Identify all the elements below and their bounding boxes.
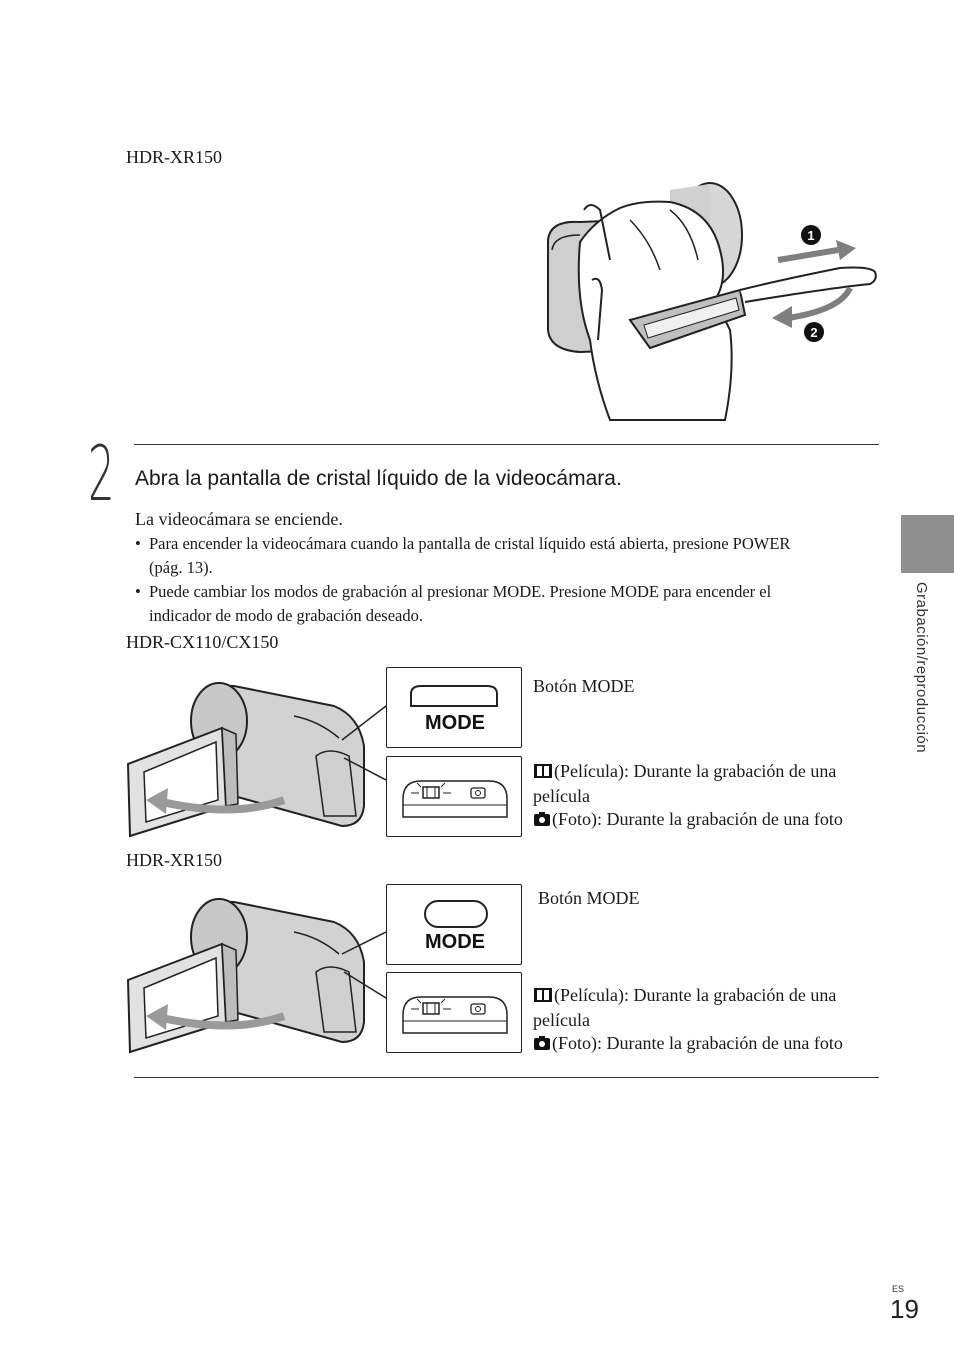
bullet-1-line-2: (pág. 13).	[149, 558, 213, 577]
section-tab	[901, 515, 954, 573]
callout-photo-xr: (Foto): Durante la grabación de una foto	[533, 1032, 893, 1057]
movie-icon	[533, 762, 553, 785]
mode-indicator-box-cx	[386, 756, 522, 837]
step-number: 2	[88, 429, 115, 518]
language-code: ES	[892, 1284, 905, 1294]
step-intro: La videocámara se enciende.	[135, 509, 343, 529]
mode-button-label-cx: MODE	[425, 712, 485, 734]
callout-movie-xr: (Película): Durante la grabación de una	[533, 984, 893, 1009]
marker-2: 2	[810, 325, 818, 340]
callout-movie-cx: (Película): Durante la grabación de una	[533, 760, 893, 785]
camera-icon	[533, 1034, 551, 1057]
bullet-2: • Puede cambiar los modos de grabación al presionar MODE. Presione MODE para encender el indicador de modo de grabación deseado.	[149, 580, 869, 628]
callout-mode-button-xr: Botón MODE	[538, 888, 640, 908]
callout-mode-button-cx: Botón MODE	[533, 676, 635, 696]
camera-icon	[533, 810, 551, 833]
mode-button-label-xr: MODE	[425, 931, 485, 953]
callout-modes-cx	[533, 760, 893, 833]
bullet-1: • Para encender la videocámara cuando la pantalla de cristal líquido está abierta, presione POWER (pág. 13).	[149, 532, 869, 580]
movie-icon	[533, 986, 553, 1009]
step-bottom-rule	[134, 1077, 879, 1078]
model-label-xr: HDR-XR150	[126, 850, 223, 870]
step-top-rule	[134, 444, 879, 445]
callout-photo-cx: (Foto): Durante la grabación de una foto	[533, 808, 893, 833]
callout-modes-xr	[533, 984, 893, 1057]
step-heading: Abra la pantalla de cristal líquido de la videocámara.	[135, 467, 622, 490]
page-number: 19	[890, 1294, 919, 1324]
marker-1: 1	[807, 228, 815, 243]
mode-button-box-cx	[386, 667, 522, 748]
callout-movie-cx-cont: película	[533, 786, 590, 806]
hand-strap-illustration	[540, 180, 880, 425]
section-label: Grabación/reproducción	[913, 582, 930, 754]
bullet-2-line-2: indicador de modo de grabación deseado.	[149, 606, 423, 625]
mode-indicator-box-xr	[386, 972, 522, 1053]
callout-movie-xr-cont: película	[533, 1010, 590, 1030]
bullet-1-line-1: Para encender la videocámara cuando la pantalla de cristal líquido está abierta, presione POWER	[149, 534, 791, 553]
model-label-cx: HDR-CX110/CX150	[126, 632, 279, 652]
model-label-top: HDR-XR150	[126, 147, 223, 167]
bullet-2-line-1: Puede cambiar los modos de grabación al presionar MODE. Presione MODE para encender el	[149, 582, 772, 601]
mode-button-box-xr	[386, 884, 522, 965]
